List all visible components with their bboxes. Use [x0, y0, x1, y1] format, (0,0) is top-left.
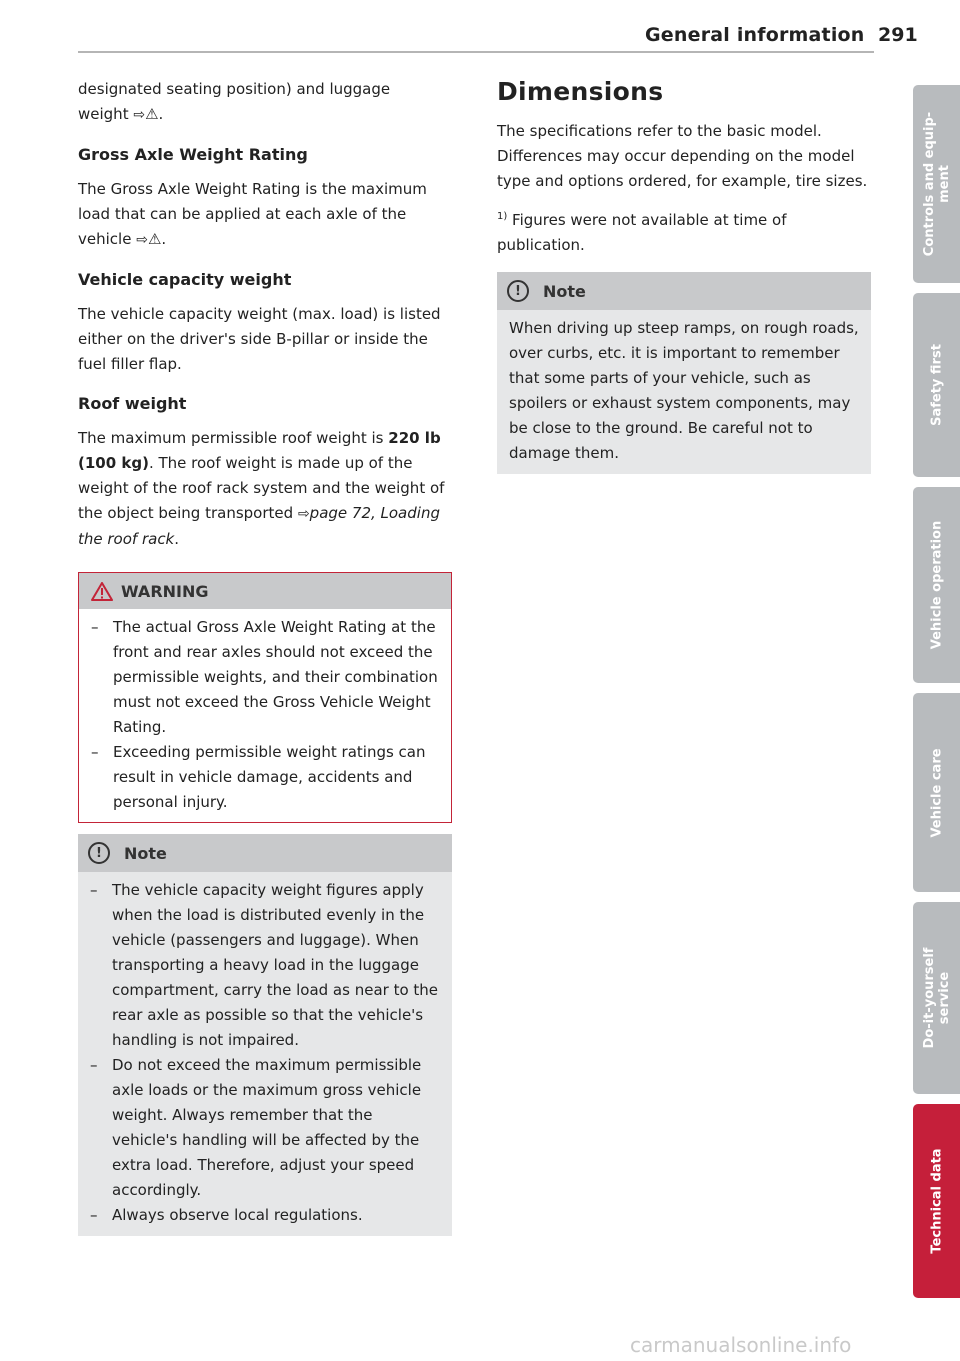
- arrow-ref-icon: ⇨: [297, 506, 310, 522]
- tab-vehicle-operation[interactable]: [913, 487, 960, 683]
- note-item: – The vehicle capacity weight figures apply when the load is distributed evenly in the vehicle (passengers and luggage). When transporting a heavy load in the luggage compartment, carry the load as near to the rear axle as possible so that the vehicle's handling is not impaired.: [90, 878, 440, 1053]
- tab-diy-service-label: Do-it-yourself service: [921, 947, 952, 1049]
- roof-weight-text-after: . The roof weight is made up of the weight of the roof rack system and the weight of the object being transported: [78, 454, 445, 522]
- roof-weight-text-before: The maximum permissible roof weight is: [78, 429, 389, 447]
- header-rule: [78, 51, 874, 53]
- warning-label: WARNING: [121, 581, 209, 601]
- roof-weight-heading: Roof weight: [78, 394, 187, 413]
- vehicle-capacity-heading: Vehicle capacity weight: [78, 270, 292, 289]
- roof-weight-end: .: [174, 530, 180, 548]
- note-item: – Do not exceed the maximum permissible axle loads or the maximum gross vehicle weight. Always remember that the vehicle's handling will be affected by the extra load. Therefore, adjust your speed accordingly.: [90, 1053, 440, 1203]
- watermark: carmanualsonline.info: [630, 1333, 852, 1357]
- warning-ref-icon: ⚠: [147, 230, 162, 248]
- intro-line-2: weight ⇨⚠.: [78, 105, 164, 123]
- right-column: [497, 77, 871, 474]
- gross-axle-heading: Gross Axle Weight Rating: [78, 145, 308, 164]
- dimensions-note-text: When driving up steep ramps, on rough roads, over curbs, etc. it is important to remember that some parts of your vehicle, such as spoilers or exhaust system components, may be close to the ground. Be careful not to damage them.: [509, 319, 859, 462]
- note-exclamation-icon: !: [88, 842, 110, 864]
- warning-ref-icon: ⚠: [145, 105, 159, 123]
- gross-axle-body: The Gross Axle Weight Rating is the maximum load that can be applied at each axle of the vehicle: [78, 180, 427, 248]
- dimensions-text: The specifications refer to the basic model. Differences may occur depending on the model type and options ordered, for example, tire sizes.: [497, 122, 868, 190]
- tab-safety[interactable]: [913, 293, 960, 477]
- vehicle-capacity-text: The vehicle capacity weight (max. load) is listed either on the driver's side B-pillar or inside the fuel filler flap.: [78, 305, 441, 373]
- tab-diy-service[interactable]: [913, 902, 960, 1094]
- dimensions-note-box: [497, 272, 871, 474]
- intro-line-2-text: weight: [78, 105, 129, 123]
- warning-triangle-icon: [91, 582, 113, 601]
- warning-item: – The actual Gross Axle Weight Rating at the front and rear axles should not exceed the permissible weights, and their combination must not exceed the Gross Vehicle Weight Rating.: [91, 615, 441, 740]
- dimensions-heading: Dimensions: [497, 77, 664, 106]
- footnote-mark: 1): [497, 211, 508, 222]
- dimensions-note-header: [497, 272, 871, 310]
- running-header-title: General information: [645, 24, 865, 46]
- note-label: Note: [124, 843, 167, 863]
- roof-weight-value: 220 lb (100 kg): [78, 429, 441, 472]
- arrow-ref-icon: ⇨: [136, 232, 148, 248]
- tab-vehicle-care-label: Vehicle care: [929, 747, 944, 838]
- tab-technical-data-label: Technical data: [929, 1148, 944, 1254]
- tab-controls-label: Controls and equip- ment: [921, 111, 952, 257]
- arrow-ref-icon: ⇨: [133, 107, 146, 123]
- warning-header: [79, 573, 451, 609]
- roof-rack-page-link[interactable]: page 72, Loading the roof rack: [78, 504, 440, 548]
- note-body: [78, 872, 452, 1236]
- dimensions-note-body: [497, 310, 871, 474]
- dimensions-note-label: Note: [543, 281, 586, 301]
- tab-technical-data[interactable]: [913, 1104, 960, 1298]
- tab-controls[interactable]: [913, 85, 960, 283]
- footnote-text: Figures were not available at time of publication.: [497, 211, 787, 254]
- note-exclamation-icon: !: [507, 280, 529, 302]
- intro-line: designated seating position) and luggage: [78, 80, 391, 98]
- page-number: 291: [878, 24, 918, 46]
- tab-vehicle-care[interactable]: [913, 693, 960, 892]
- warning-body: [79, 609, 451, 822]
- note-box: [78, 834, 452, 1236]
- footnote: [497, 204, 871, 258]
- left-column: [78, 77, 452, 1236]
- note-header: [78, 834, 452, 872]
- tab-vehicle-operation-label: Vehicle operation: [929, 520, 944, 650]
- gross-axle-text: The Gross Axle Weight Rating is the maximum load that can be applied at each axle of the vehicle ⇨⚠.: [78, 180, 427, 248]
- warning-item: – Exceeding permissible weight ratings can result in vehicle damage, accidents and personal injury.: [91, 740, 441, 815]
- tab-safety-label: Safety first: [929, 344, 944, 426]
- note-item: – Always observe local regulations.: [90, 1203, 440, 1228]
- warning-box: [78, 572, 452, 823]
- roof-weight-text: [78, 426, 452, 552]
